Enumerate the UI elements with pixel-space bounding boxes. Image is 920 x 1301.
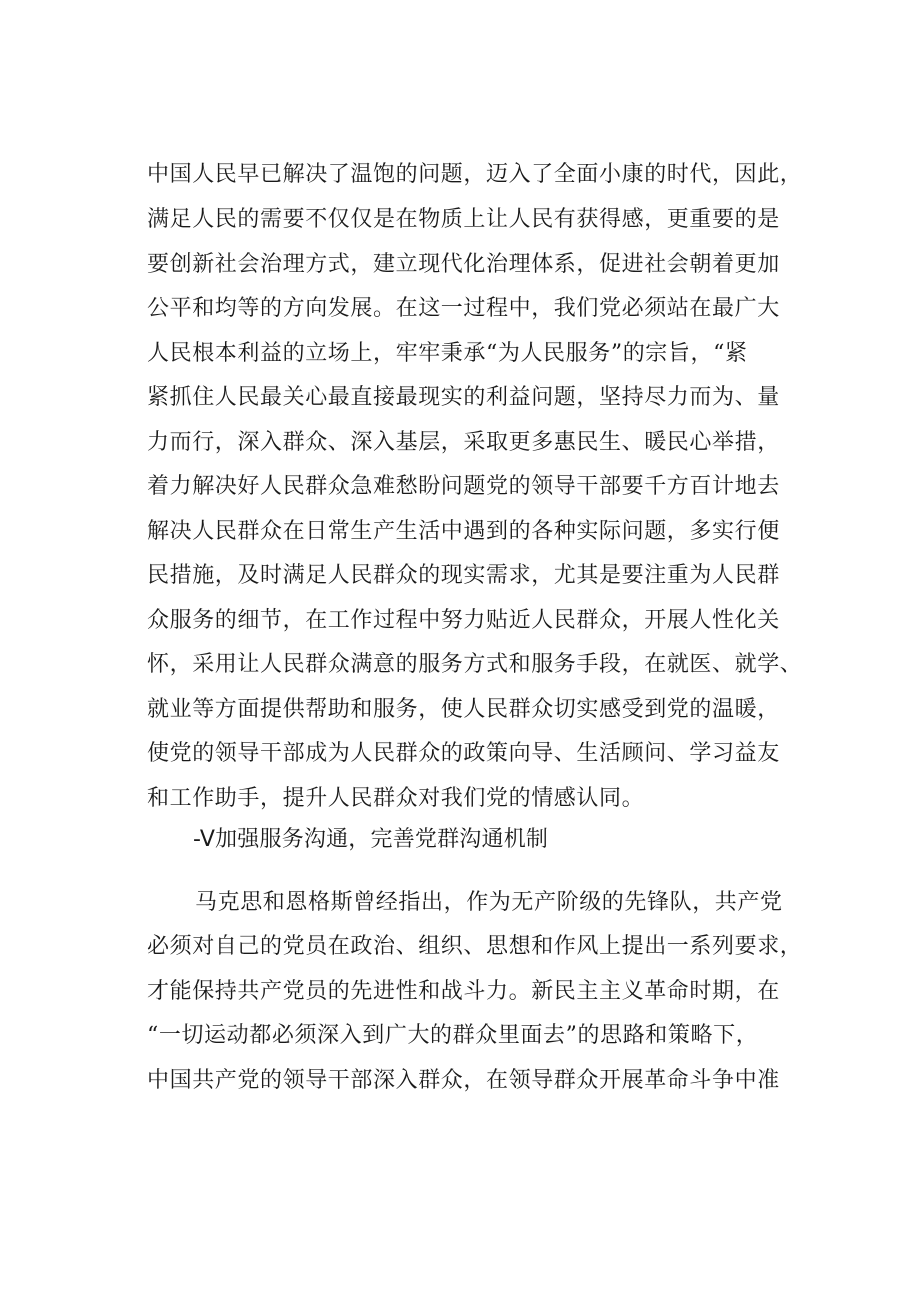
paragraph-line: 着力解决好人民群众急难愁盼问题党的领导干部要千方百计地去	[147, 474, 780, 499]
paragraph-line: 中国共产党的领导干部深入群众，在领导群众开展革命斗争中准	[147, 1068, 780, 1093]
paragraph-line: 紧抓住人民最关心最直接最现实的利益问题，坚持尽力而为、量	[147, 385, 780, 410]
paragraph-line: 必须对自己的党员在政治、组织、思想和作风上提出一系列要求，	[147, 934, 803, 959]
paragraph-line: 才能保持共产党员的先进性和战斗力。新民主主义革命时期，在	[147, 979, 780, 1004]
paragraph-line: 使党的领导干部成为人民群众的政策向导、生活顾问、学习益友	[147, 741, 780, 766]
paragraph-line: 解决人民群众在日常生产生活中遇到的各种实际问题，多实行便	[147, 519, 780, 544]
paragraph-line: 马克思和恩格斯曾经指出，作为无产阶级的先锋队，共产党	[195, 890, 783, 915]
paragraph-line: 就业等方面提供帮助和服务，使人民群众切实感受到党的温暖，	[147, 697, 780, 722]
paragraph-line: 人民根本利益的立场上，牢牢秉承“为人民服务”的宗旨，“紧	[147, 341, 748, 366]
paragraph-line: 怀，采用让人民群众满意的服务方式和服务手段，在就医、就学、	[147, 652, 803, 677]
paragraph-line: “一切运动都必须深入到广大的群众里面去”的思路和策略下，	[147, 1023, 759, 1048]
section-heading: -V加强服务沟通，完善党群沟通机制	[193, 827, 549, 852]
paragraph-line: 中国人民早已解决了温饱的问题，迈入了全面小康的时代，因此，	[147, 162, 803, 187]
paragraph-line: 要创新社会治理方式，建立现代化治理体系，促进社会朝着更加	[147, 252, 780, 277]
paragraph-line: 众服务的细节，在工作过程中努力贴近人民群众，开展人性化关	[147, 608, 780, 633]
paragraph-line: 满足人民的需要不仅仅是在物质上让人民有获得感，更重要的是	[147, 207, 780, 232]
paragraph-line: 公平和均等的方向发展。在这一过程中，我们党必须站在最广大	[147, 296, 780, 321]
paragraph-line: 民措施，及时满足人民群众的现实需求，尤其是要注重为人民群	[147, 563, 780, 588]
paragraph-line: 和工作助手，提升人民群众对我们党的情感认同。	[147, 786, 645, 811]
paragraph-line: 力而行，深入群众、深入基层，采取更多惠民生、暖民心举措，	[147, 430, 780, 455]
